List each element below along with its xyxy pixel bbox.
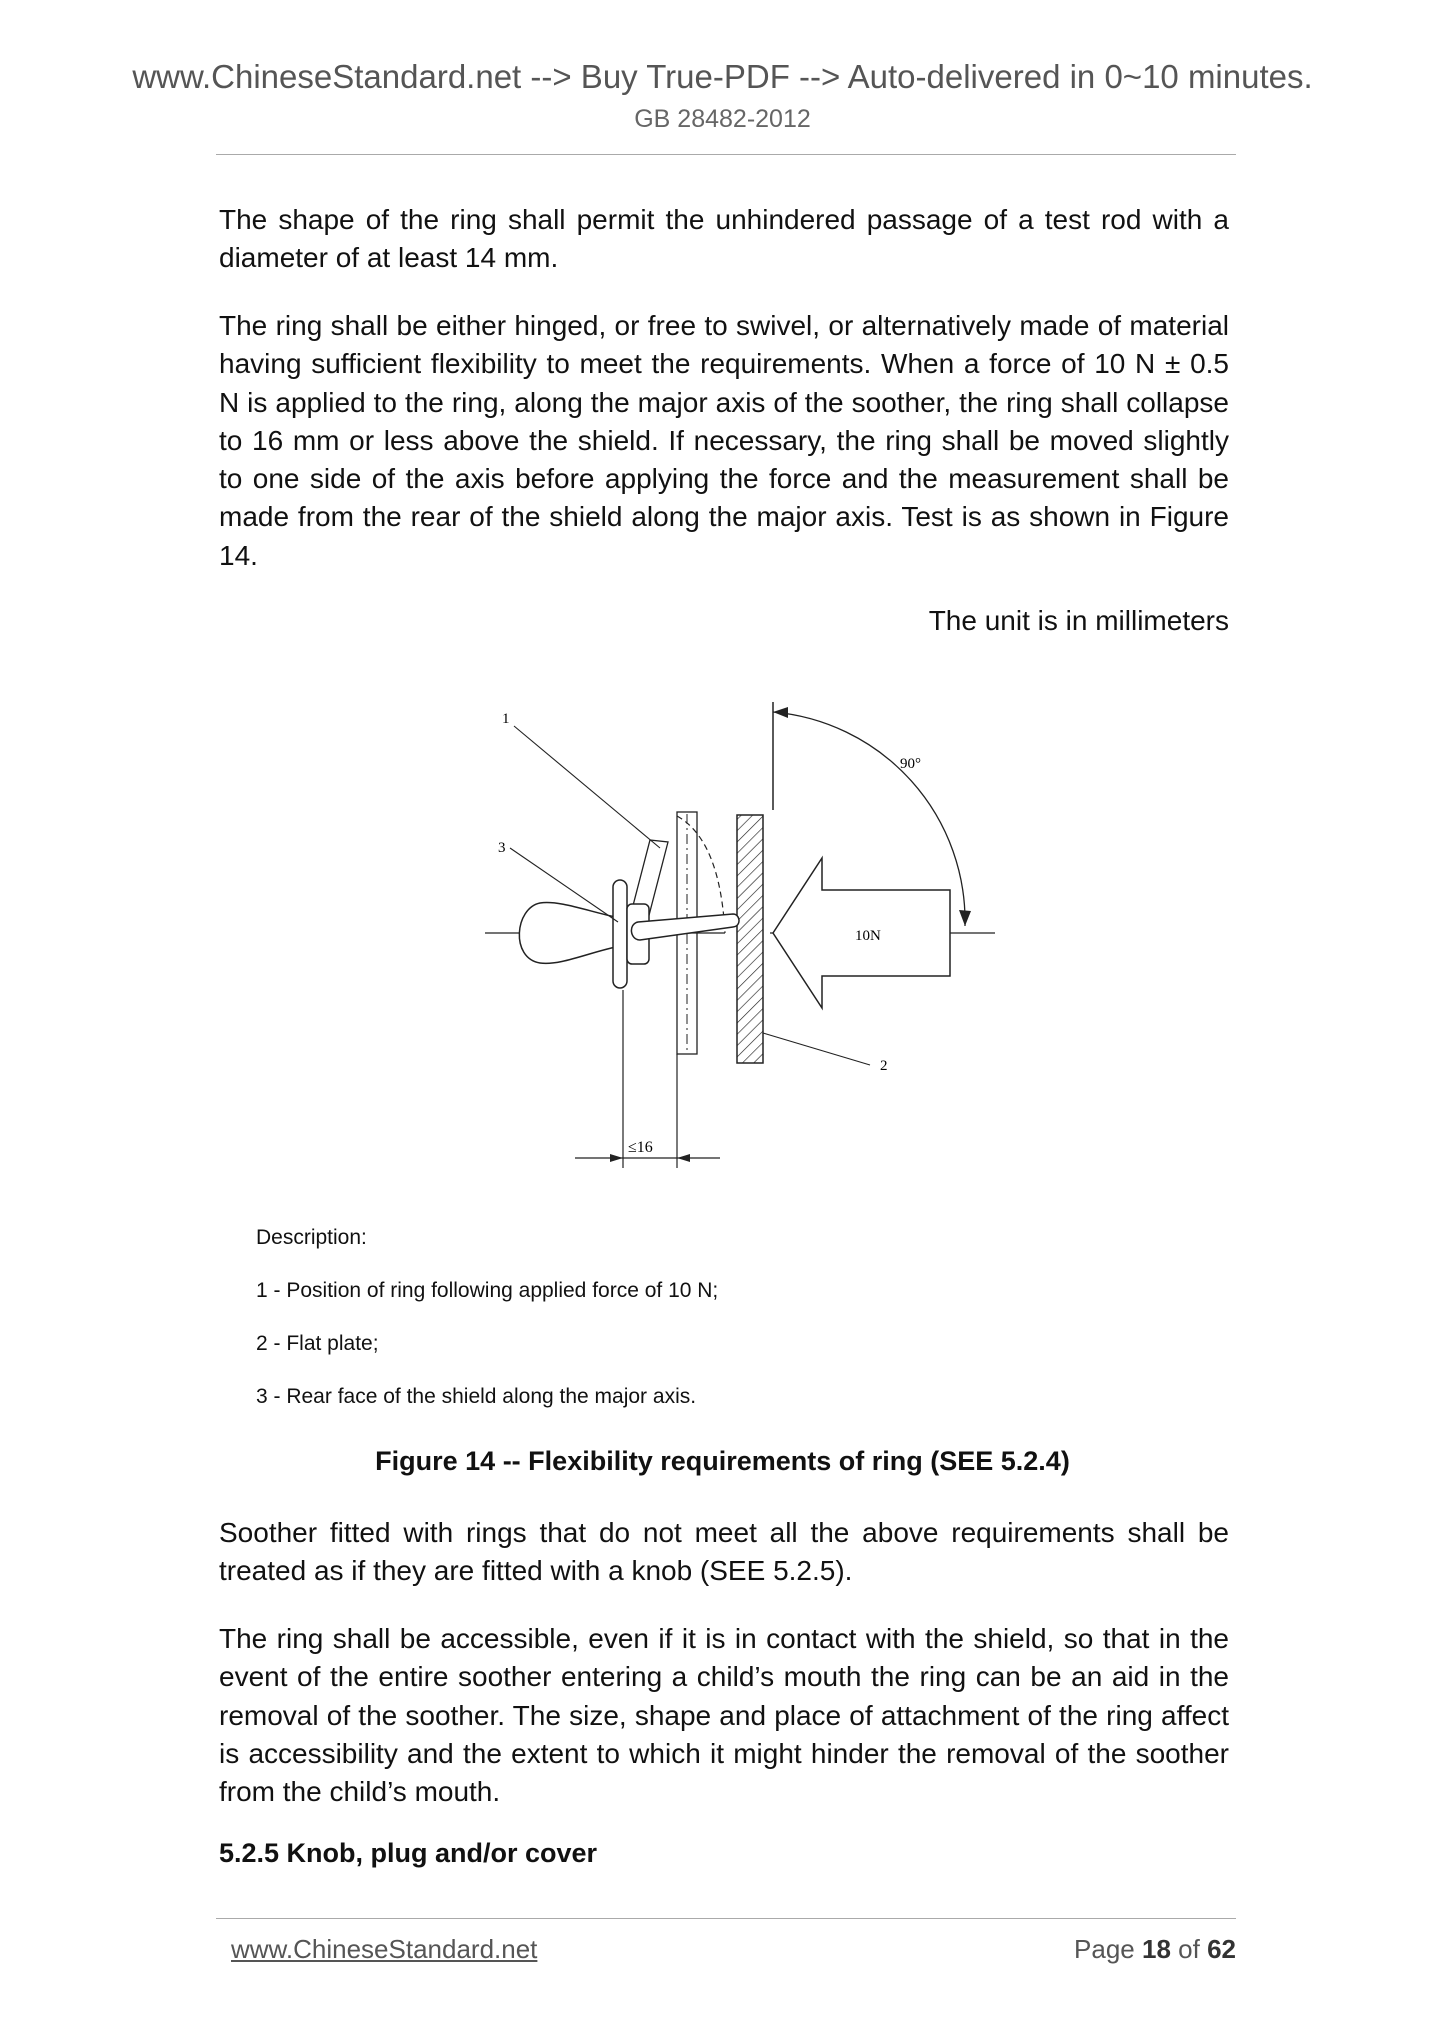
description-item-1: 1 - Position of ring following applied force of 10 N;	[256, 1279, 719, 1302]
soother-teat	[519, 903, 620, 964]
page-number: 18	[1142, 1934, 1171, 1964]
paragraph-knob-treatment: Soother fitted with rings that do not meet all the above requirements shall be treated as if they are fitted with a knob (SEE 5.2.5).	[219, 1517, 1229, 1587]
description-item-2: 2 - Flat plate;	[256, 1332, 379, 1355]
flat-plate	[737, 815, 763, 1063]
paragraph-ring-flexibility: The ring shall be either hinged, or free to swivel, or alternatively made of material having sufficient flexibility to meet the requirements. When a force of 10 N ± 0.5 N is applied to the ring, along the major axis of the soother, the ring shall collapse to 16 mm or less above the shield. If necessary, the ring shall be moved slightly to one side of the axis before applying the force and the measurement shall be made from the rear of the shield along the major axis. Test is as shown in Figure 14.	[219, 310, 1229, 571]
figure-caption: Figure 14 -- Flexibility requirements of ring (SEE 5.2.4)	[375, 1446, 1070, 1476]
footer-site-link[interactable]: www.ChineseStandard.net	[231, 1934, 538, 1964]
page-indicator	[1074, 1934, 1236, 1965]
header-divider	[216, 154, 1236, 155]
description-title: Description:	[256, 1226, 367, 1249]
footer-divider	[216, 1918, 1236, 1919]
unit-note: The unit is in millimeters	[928, 605, 1229, 636]
page-word: Page	[1074, 1934, 1135, 1964]
total-pages: 62	[1207, 1934, 1236, 1964]
header-banner: www.ChineseStandard.net --> Buy True-PDF --> Auto-delivered in 0~10 minutes.	[132, 58, 1313, 95]
callout-3: 3	[498, 840, 506, 856]
callout-1: 1	[502, 711, 510, 727]
dim-arrow-left	[610, 1154, 623, 1162]
dimension-label: ≤16	[628, 1139, 653, 1156]
standard-number: GB 28482-2012	[634, 105, 811, 133]
leader-1	[514, 726, 660, 848]
of-word: of	[1178, 1934, 1200, 1964]
arc-arrowhead-bottom	[959, 910, 971, 926]
soother-shield	[613, 880, 627, 988]
paragraph-ring-accessibility: The ring shall be accessible, even if it is in contact with the shield, so that in the event of the entire soother entering a child’s mouth the ring can be an aid in the removal of the soother. The size, shape and place of attachment of the ring affect is accessibility and the extent to which it might hinder the removal of the soother from the child’s mouth.	[219, 1623, 1229, 1808]
description-item-3: 3 - Rear face of the shield along the major axis.	[256, 1385, 697, 1408]
callout-2: 2	[880, 1058, 888, 1074]
arc-arrowhead-top	[773, 707, 788, 718]
dim-arrow-right	[677, 1154, 690, 1162]
angle-label: 90°	[900, 756, 921, 772]
paragraph-test-rod: The shape of the ring shall permit the unhindered passage of a test rod with a diameter of at least 14 mm.	[219, 204, 1229, 274]
section-heading: 5.2.5 Knob, plug and/or cover	[219, 1838, 598, 1868]
leader-2	[763, 1033, 870, 1065]
figure-14-diagram	[470, 690, 1010, 1190]
force-label: 10N	[855, 928, 881, 944]
